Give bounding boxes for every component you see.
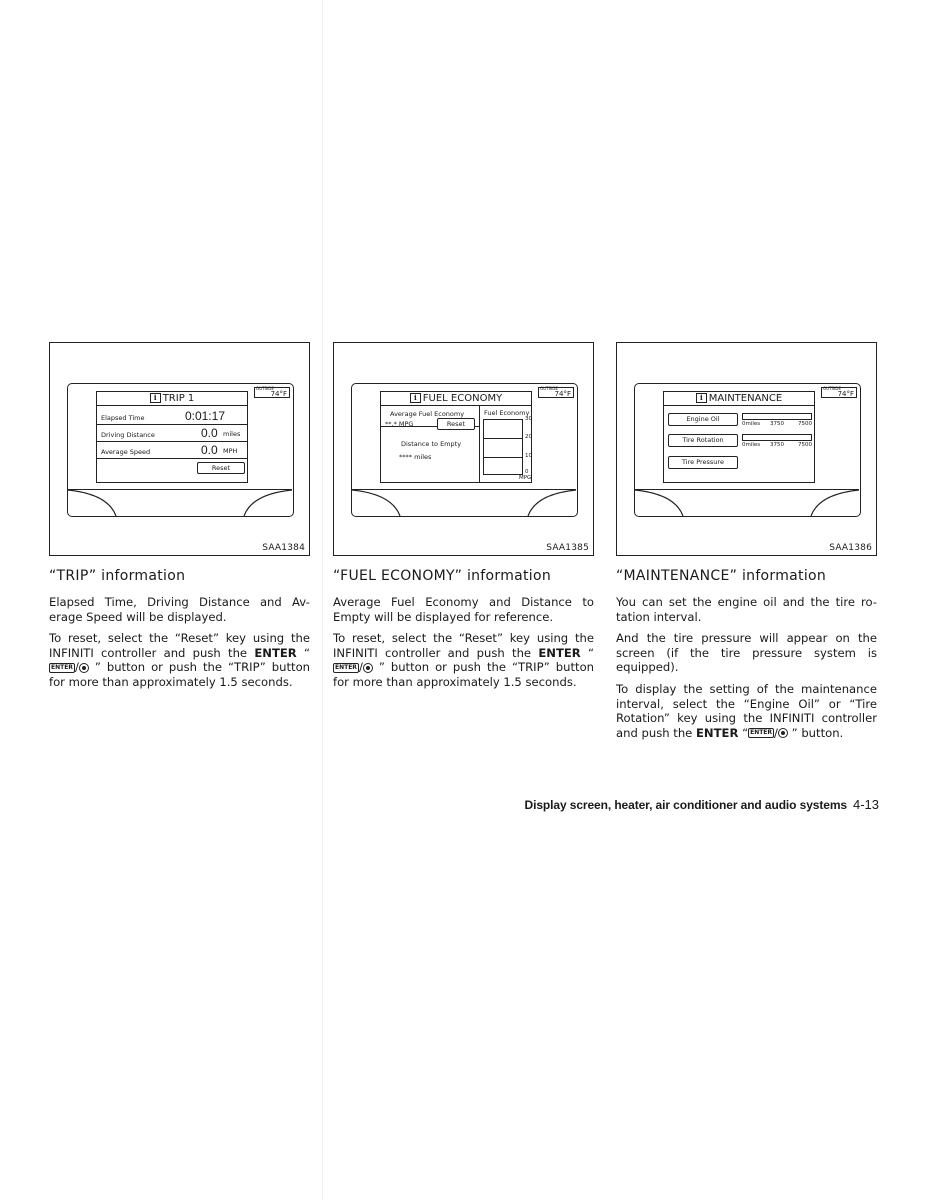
info-icon: i bbox=[150, 393, 161, 403]
graph-tick: 0 bbox=[525, 469, 529, 475]
paragraph: To display the setting of the maintenance interval, select the “Engine Oil” or “Tire Rotation” key using the INFINITI controller and push the ENTER “ ENTER / ” button. bbox=[616, 681, 877, 740]
panel-title: i MAINTENANCE bbox=[664, 392, 814, 406]
graph-tick: 10 bbox=[525, 453, 532, 459]
driving-distance-row: Driving Distance 0.0 miles bbox=[97, 427, 247, 442]
bezel-curves bbox=[635, 490, 859, 516]
dial-icon bbox=[778, 728, 788, 738]
avg-fuel-label: Average Fuel Economy bbox=[390, 410, 465, 418]
average-speed-row: Average Speed 0.0 MPH bbox=[97, 444, 247, 459]
paragraph: You can set the engine oil and the tire ro-tation interval. bbox=[616, 595, 877, 624]
paragraph: Average Fuel Economy and Distance to Empty will be displayed for reference. bbox=[333, 595, 594, 624]
figure-fuel-economy bbox=[333, 342, 594, 556]
section-heading-trip: “TRIP” information bbox=[49, 568, 186, 584]
display-bezel bbox=[68, 489, 292, 516]
panel-title: i FUEL ECONOMY bbox=[381, 392, 531, 406]
dte-label: Distance to Empty bbox=[401, 440, 462, 448]
graph-label: Fuel Economy bbox=[484, 409, 530, 417]
paragraph: To reset, select the “Reset” key using the INFINITI controller and push the ENTER “ENTER / ” button or push the “TRIP” button for more than approximately 1.5 seconds. bbox=[333, 631, 595, 689]
outside-temp: OUTSIDE 74°F bbox=[538, 387, 574, 398]
paragraph: And the tire pressure will appear on the screen (if the tire pressure system is equipped). bbox=[616, 631, 877, 675]
tire-rotation-button[interactable]: Tire Rotation bbox=[668, 434, 738, 447]
enter-key-icon: ENTER bbox=[51, 663, 73, 671]
figure-trip bbox=[49, 342, 310, 556]
paragraph: Elapsed Time, Driving Distance and Av-erage Speed will be displayed. bbox=[49, 595, 310, 624]
panel-title: i TRIP 1 bbox=[97, 392, 247, 406]
section-heading-fuel-economy: “FUEL ECONOMY” information bbox=[333, 568, 552, 584]
figure-code: SAA1384 bbox=[262, 543, 305, 553]
engine-oil-button[interactable]: Engine Oil bbox=[668, 413, 738, 426]
dte-value: **** miles bbox=[399, 453, 432, 461]
trip-display bbox=[67, 383, 294, 517]
figure-code: SAA1386 bbox=[829, 543, 872, 553]
info-icon: i bbox=[410, 393, 421, 403]
elapsed-time-row: Elapsed Time 0:01:17 bbox=[97, 410, 247, 425]
outside-temp: OUTSIDE 74°F bbox=[821, 387, 857, 398]
tire-rotation-bar bbox=[742, 434, 812, 441]
graph-unit: MPG bbox=[519, 475, 532, 481]
enter-key-icon: ENTER bbox=[750, 729, 773, 737]
bezel-curves bbox=[68, 490, 292, 516]
section-body-maintenance bbox=[616, 595, 877, 747]
outside-temp-value: 74°F bbox=[270, 390, 287, 398]
dial-icon bbox=[79, 663, 89, 673]
page-gutter bbox=[322, 0, 323, 1200]
display-bezel bbox=[635, 489, 859, 516]
page-footer bbox=[525, 797, 879, 812]
avg-fuel-value: **.* MPG bbox=[385, 420, 414, 428]
footer-title: Display screen, heater, air conditioner and audio systems bbox=[524, 798, 847, 812]
fuel-display bbox=[351, 383, 578, 517]
dial-icon bbox=[363, 663, 373, 673]
figure-maintenance bbox=[616, 342, 877, 556]
fuel-panel bbox=[380, 391, 532, 483]
outside-temp: OUTSIDE 74°F bbox=[254, 387, 290, 398]
bezel-curves bbox=[352, 490, 576, 516]
reset-button[interactable]: Reset bbox=[197, 462, 245, 474]
outside-temp-value: 74°F bbox=[837, 390, 854, 398]
section-heading-maintenance: “MAINTENANCE” information bbox=[616, 568, 827, 584]
panel-divider bbox=[479, 406, 480, 482]
paragraph: To reset, select the “Reset” key using the INFINITI controller and push the ENTER “ENTER / ” button or push the “TRIP” button for more than approximately 1.5 seconds. bbox=[49, 631, 311, 689]
section-body-fuel-economy bbox=[333, 595, 594, 697]
reset-button[interactable]: Reset bbox=[437, 418, 475, 430]
tire-pressure-button[interactable]: Tire Pressure bbox=[668, 456, 738, 469]
maintenance-display bbox=[634, 383, 861, 517]
display-bezel bbox=[352, 489, 576, 516]
engine-oil-bar bbox=[742, 413, 812, 420]
section-body-trip bbox=[49, 595, 310, 697]
outside-temp-value: 74°F bbox=[554, 390, 571, 398]
graph-tick: 20 bbox=[525, 434, 532, 440]
info-icon: i bbox=[696, 393, 707, 403]
fuel-graph bbox=[483, 419, 523, 475]
maintenance-panel: i MAINTENANCE Engine Oil 0miles 3750 7500 Tire Rotation 0miles 3750 7500 Tire Pressure bbox=[663, 391, 815, 483]
graph-tick: 30 bbox=[525, 416, 532, 422]
figure-code: SAA1385 bbox=[546, 543, 589, 553]
trip-panel bbox=[96, 391, 248, 483]
page-number: 4-13 bbox=[852, 797, 879, 812]
enter-key-icon: ENTER bbox=[335, 663, 357, 671]
